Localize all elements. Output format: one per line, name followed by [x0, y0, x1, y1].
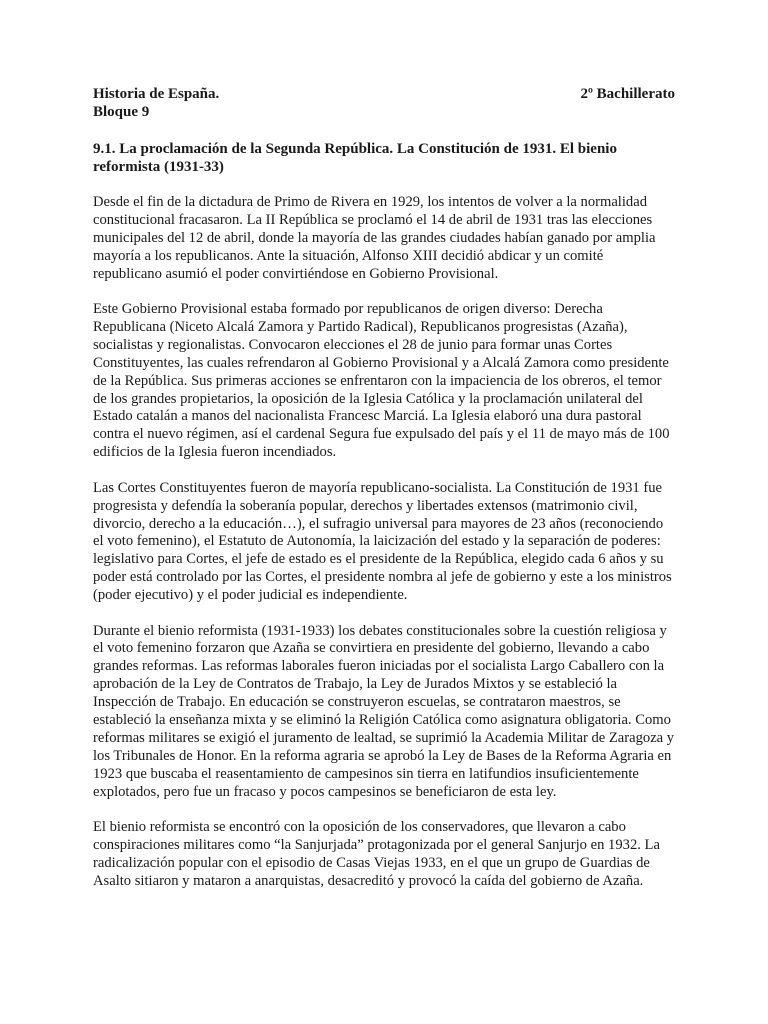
block-label: Bloque 9	[93, 104, 150, 120]
paragraph-constitution-1931: Las Cortes Constituyentes fueron de mayoría republicano-socialista. La Constitución de 1931 fue progresista y defendía la soberanía popular, derechos y libertades extensos (matrimonio civil, divorcio, derecho a la educación…), el sufragio universal para mayores de 23 años (reconociendo el voto femenino), el Estatuto de Autonomía, la laicización del estado y la separación de poderes: legislativo para Cortes, el jefe de estado es el presidente de la República, elegido cada 6 años y su poder está controlado por las Cortes, el presidente nombra al jefe de gobierno y este a los ministros (poder ejecutivo) y el poder judicial es independiente.	[93, 479, 672, 604]
course-label: 2º Bachillerato	[580, 86, 675, 102]
section-title: 9.1. La proclamación de la Segunda República. La Constitución de 1931. El bienio reformista (1931-33)	[93, 141, 617, 175]
subject-title: Historia de España.	[93, 86, 220, 102]
document-page	[93, 85, 675, 908]
paragraph-opposition: El bienio reformista se encontró con la oposición de los conservadores, que llevaron a cabo conspiraciones militares como “la Sanjurjada” protagonizada por el general Sanjurjo en 1932. La radicalización popular con el episodio de Casas Viejas 1933, en el que un grupo de Guardias de Asalto sitiaron y mataron a anarquistas, desacreditó y provocó la caída del gobierno de Azaña.	[93, 819, 660, 889]
paragraph-provisional-government: Este Gobierno Provisional estaba formado por republicanos de origen diverso: Derecha Republicana (Niceto Alcalá Zamora y Partido Radical), Republicanos progresistas (Azaña), socialistas y regionalistas. Convocaron elecciones el 28 de junio para formar unas Cortes Constituyentes, las cuales refrendaron al Gobierno Provisional y a Alcalá Zamora como presidente de la República. Sus primeras acciones se enfrentaron con la impaciencia de los obreros, el temor de los grandes propietarios, la oposición de la Iglesia Católica y la proclamación unilateral del Estado catalán a manos del nacionalista Francesc Marciá. La Iglesia elaboró una dura pastoral contra el nuevo régimen, así el cardenal Segura fue expulsado del país y el 11 de mayo más de 100 edificios de la Iglesia fueron incendiados.	[93, 301, 670, 461]
paragraph-reformist-biennium: Durante el bienio reformista (1931-1933) los debates constitucionales sobre la cuestión religiosa y el voto femenino forzaron que Azaña se convirtiera en presidente del gobierno, llevando a cabo grandes reformas. Las reformas laborales fueron iniciadas por el socialista Largo Caballero con la aprobación de la Ley de Contratos de Trabajo, la Ley de Jurados Mixtos y se estableció la Inspección de Trabajo. En educación se construyeron escuelas, se contrataron maestros, se estableció la enseñanza mixta y se eliminó la Religión Católica como asignatura obligatoria. Como reformas militares se exigió el juramento de lealtad, se suprimió la Academia Militar de Zaragoza y los Tribunales de Honor. En la reforma agraria se aprobó la Ley de Bases de la Reforma Agraria en 1923 que buscaba el reasentamiento de campesinos sin tierra en latifundios insuficientemente explotados, pero fue un fracaso y pocos campesinos se beneficiaron de esta ley.	[93, 622, 675, 800]
document-header	[93, 85, 675, 103]
paragraph-republic-proclamation: Desde el fin de la dictadura de Primo de Rivera en 1929, los intentos de volver a la normalidad constitucional fracasaron. La II República se proclamó el 14 de abril de 1931 tras las elecciones municipales del 12 de abril, donde la mayoría de las grandes ciudades habían ganado por amplia mayoría a los republicanos. Ante la situación, Alfonso XIII decidió abdicar y un comité republicano asumió el poder convirtiéndose en Gobierno Provisional.	[93, 194, 656, 282]
